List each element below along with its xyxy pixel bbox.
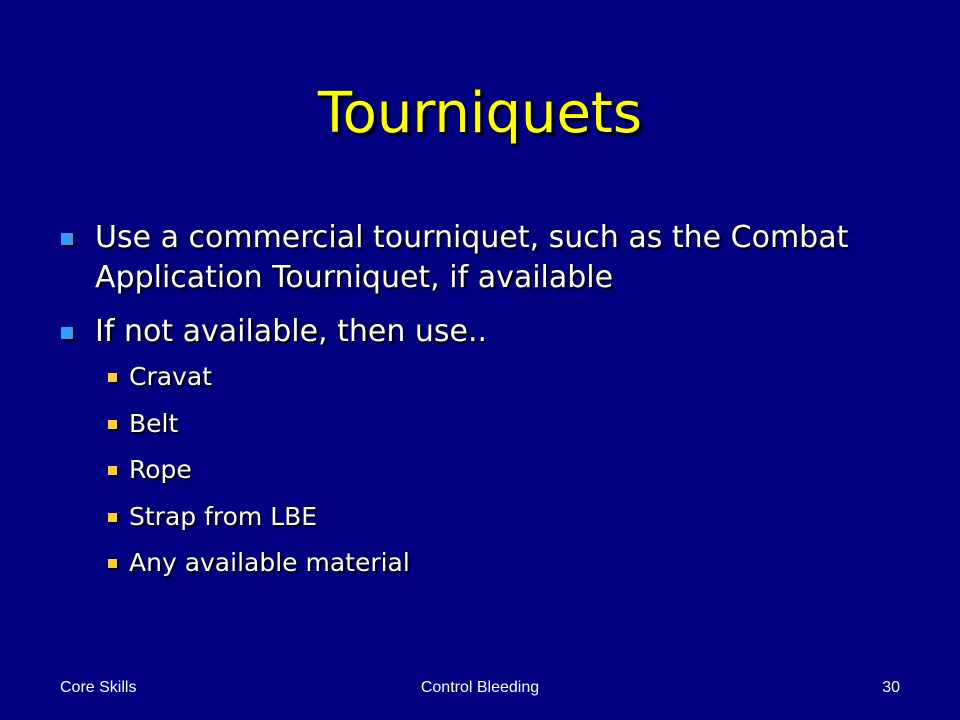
slide-title: Tourniquets (317, 81, 643, 146)
square-bullet-icon (108, 420, 117, 429)
square-bullet-icon (108, 513, 117, 522)
slide-body (60, 218, 920, 593)
page-number: 30 (882, 679, 900, 696)
bullet-item (60, 218, 920, 298)
footer-center-text: Control Bleeding (420, 679, 540, 696)
sub-bullet-text: Rope (129, 455, 192, 484)
sub-bullet-item (108, 500, 920, 534)
square-bullet-icon (108, 466, 117, 475)
sub-bullet-item (108, 360, 920, 394)
square-bullet-icon (108, 559, 117, 568)
square-bullet-icon (108, 373, 117, 382)
sub-bullet-text: Strap from LBE (129, 501, 318, 531)
sub-bullet-text: Any available material (129, 548, 410, 577)
sub-bullet-text: Belt (129, 408, 179, 438)
square-bullet-icon (61, 233, 73, 245)
bullet-text: If not available, then use.. (95, 314, 488, 349)
bullet-text: Use a commercial tourniquet, such as the Combat Application Tourniquet, if available (95, 220, 849, 295)
sub-bullet-item (108, 407, 920, 441)
footer-left-text: Core Skills (60, 679, 137, 696)
sub-bullet-text: Cravat (129, 362, 212, 391)
bullet-item (60, 312, 920, 352)
sub-bullet-item (108, 546, 920, 580)
square-bullet-icon (61, 327, 73, 339)
sub-bullet-item (108, 453, 920, 487)
